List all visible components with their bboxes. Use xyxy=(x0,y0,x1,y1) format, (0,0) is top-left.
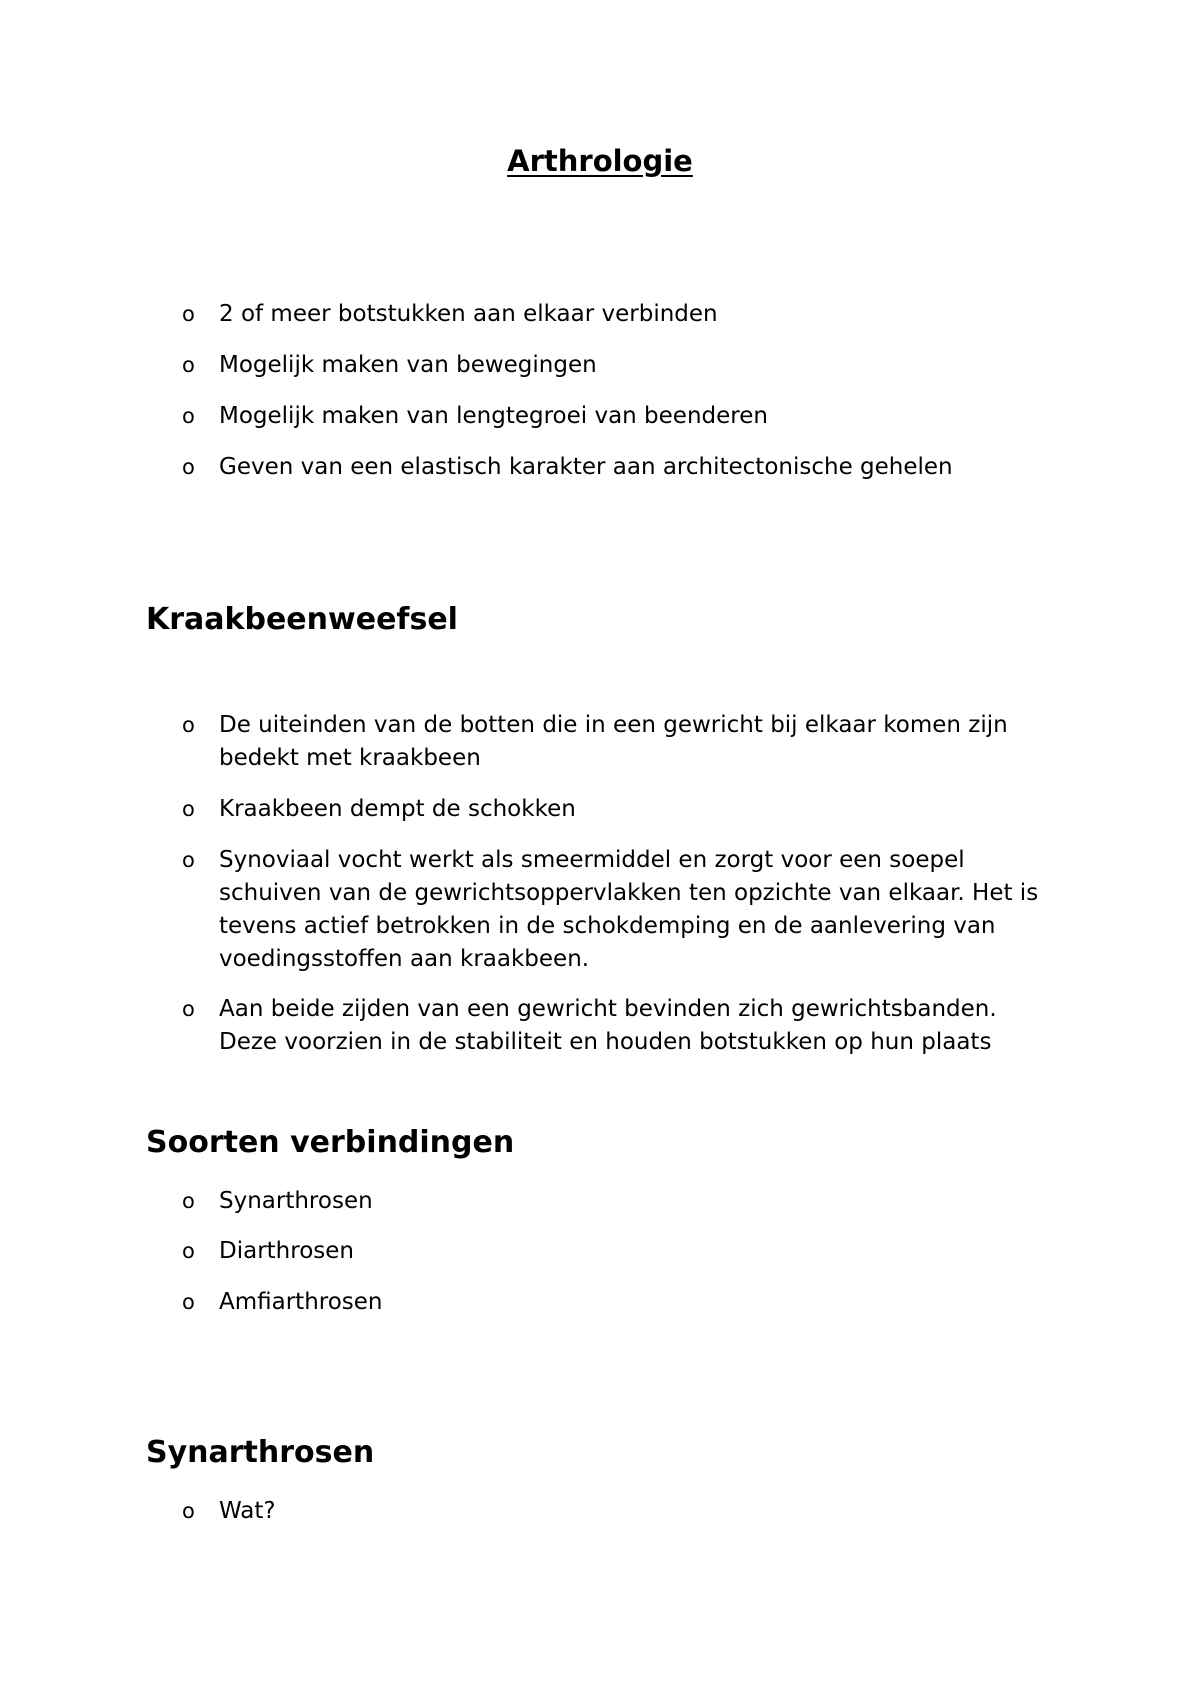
list-item xyxy=(182,349,1062,382)
bullet-icon: o xyxy=(182,455,195,479)
bullet-icon: o xyxy=(182,302,195,326)
section-heading-soorten-verbindingen: Soorten verbindingen xyxy=(146,1125,515,1160)
list-item-text: Mogelijk maken van bewegingen xyxy=(219,352,597,378)
list-item-text: 2 of meer botstukken aan elkaar verbinden xyxy=(219,301,718,327)
bullet-icon: o xyxy=(182,713,195,737)
bullet-icon: o xyxy=(182,1239,195,1263)
bullet-icon: o xyxy=(182,1499,195,1523)
list-item-text: Mogelijk maken van lengtegroei van beenderen xyxy=(219,403,768,429)
list-item xyxy=(182,400,1062,433)
list-item xyxy=(182,793,1062,826)
bullet-icon: o xyxy=(182,404,195,428)
list-item xyxy=(182,844,1062,976)
list-item xyxy=(182,451,1062,484)
bullet-icon: o xyxy=(182,797,195,821)
list-item-text: De uiteinden van de botten die in een gewricht bij elkaar komen zijn bedekt met kraakbeen xyxy=(219,712,1008,771)
list-item-text: Amfiarthrosen xyxy=(219,1289,383,1315)
list-item-text: Wat? xyxy=(219,1498,276,1524)
bullet-icon: o xyxy=(182,353,195,377)
bullet-icon: o xyxy=(182,1189,195,1213)
bullet-icon: o xyxy=(182,848,195,872)
list-item xyxy=(182,1185,1062,1218)
document-title: Arthrologie xyxy=(507,144,693,178)
list-item xyxy=(182,993,1062,1059)
list-item-text: Synarthrosen xyxy=(219,1188,373,1214)
list-item-text: Synoviaal vocht werkt als smeermiddel en zorgt voor een soepel schuiven van de gewrichtsoppervlakken ten opzichte van elkaar. Het is tevens actief betrokken in de schokdemping en de aanlevering van voedingsstoffen aan kraakbeen. xyxy=(219,847,1039,972)
list-item-text: Geven van een elastisch karakter aan architectonische gehelen xyxy=(219,454,953,480)
list-item-text: Aan beide zijden van een gewricht bevinden zich gewrichtsbanden. Deze voorzien in de stabiliteit en houden botstukken op hun plaats xyxy=(219,996,997,1055)
list-item-text: Diarthrosen xyxy=(219,1238,354,1264)
list-item-text: Kraakbeen dempt de schokken xyxy=(219,796,576,822)
bullet-icon: o xyxy=(182,997,195,1021)
section-heading-kraakbeenweefsel: Kraakbeenweefsel xyxy=(146,602,458,637)
section-heading-synarthrosen: Synarthrosen xyxy=(146,1435,375,1470)
bullet-icon: o xyxy=(182,1290,195,1314)
list-item xyxy=(182,1495,1062,1528)
list-item xyxy=(182,298,1062,331)
list-item xyxy=(182,1286,1062,1319)
list-item xyxy=(182,709,1062,775)
list-item xyxy=(182,1235,1062,1268)
